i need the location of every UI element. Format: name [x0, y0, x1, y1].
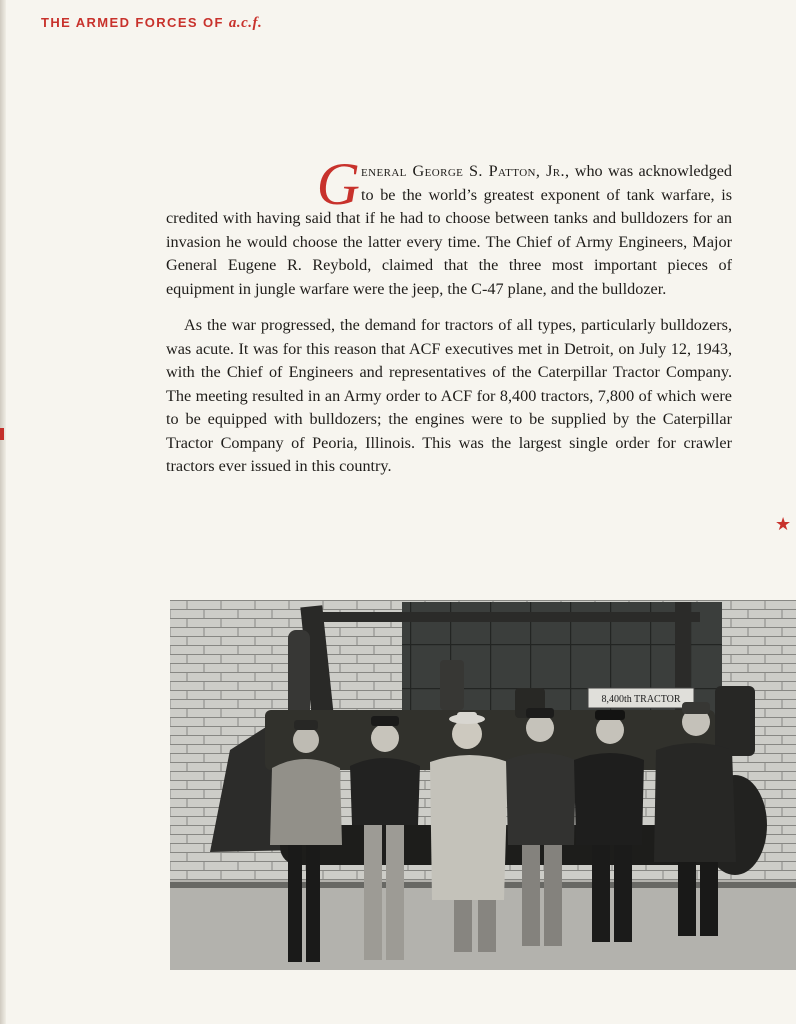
page-binding-edge: [0, 0, 6, 1024]
drop-cap: G: [316, 151, 360, 217]
edge-color-mark: [0, 428, 4, 440]
lead-in-smallcaps: eneral George S. Patton, Jr.,: [361, 162, 570, 180]
article-body: [166, 151, 732, 479]
paragraph-2: As the war progressed, the demand for tractors of all types, particularly bulldozers, was acute. It was for this reason that ACF executives met in Detroit, on July 12, 1943, with the Chief of Engineers and representatives of the Caterpillar Tractor Company. The meeting resulted in an Army order to ACF for 8,400 tractors, 7,800 of which were to be equipped with bulldozers; the engines were to be supplied by the Caterpillar Tractor Company of Peoria, Illinois. This was the largest single order for crawler tractors ever issued in this country.: [166, 316, 732, 475]
paragraph-1: [166, 151, 732, 301]
photo-illustration: [170, 600, 796, 970]
group-photo: [170, 600, 796, 970]
paragraph-1-text: who was acknowledged to be the world’s greatest exponent of tank warfare, is credited with having said that if he had to choose between tanks and bulldozers for an invasion he would choose the latter every time. The Chief of Army Engineers, Major General Eugene R. Reybold, claimed that the three most important pieces of equipment in jungle warfare were the jeep, the C-47 plane, and the bulldozer.: [166, 162, 732, 298]
acf-logo: a.c.f.: [228, 15, 263, 31]
section-title: THE ARMED FORCES OF: [41, 15, 224, 30]
sign-text: 8,400th TRACTOR: [601, 694, 681, 705]
star-ornament-icon: ★: [775, 514, 792, 534]
running-header: [41, 15, 262, 32]
dropcap-box: [166, 151, 361, 217]
